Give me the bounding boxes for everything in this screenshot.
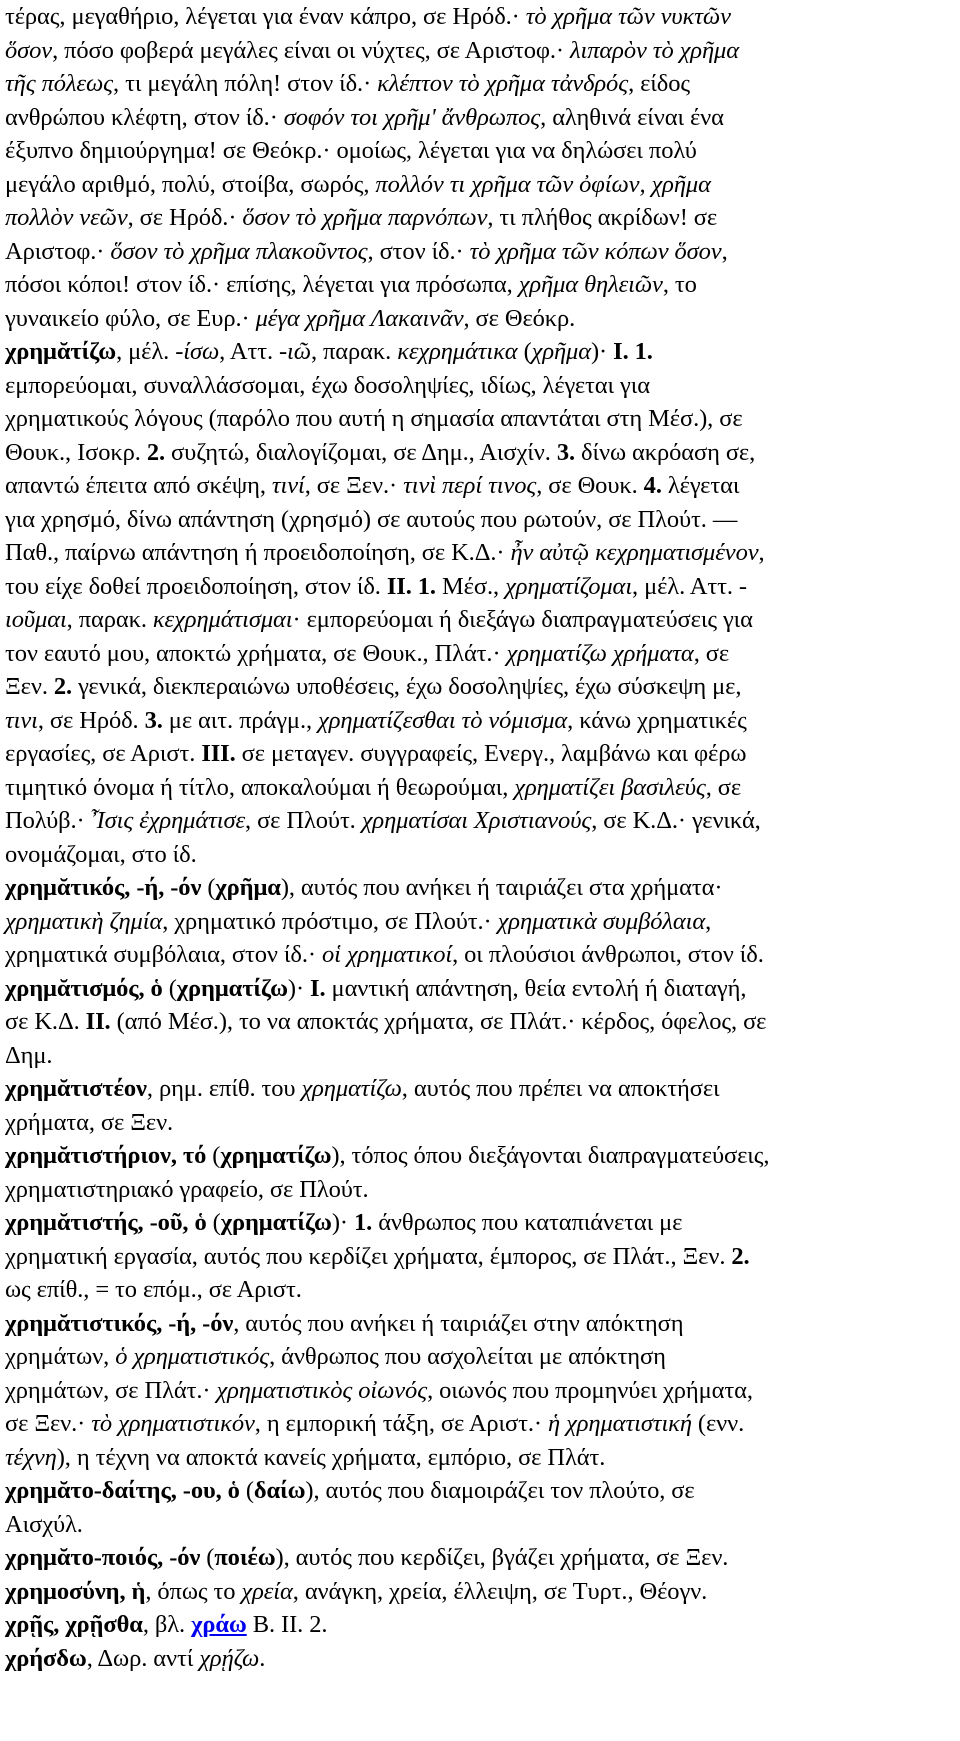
text-line <box>5 704 960 738</box>
definition-text: , άνθρωπος που ασχολείται με απόκτηση <box>269 1343 666 1370</box>
citation-text: χρηματίζεσθαι τὸ νόμισμα <box>318 706 568 734</box>
text-line <box>5 268 960 302</box>
headword: χρημᾰτιστής, -οῦ, ὁ <box>5 1209 207 1236</box>
definition-text: για χρησμό, δίνω απάντηση (χρησμό) σε αυτούς που ρωτούν, σε Πλούτ. ― <box>5 505 738 533</box>
text-line <box>5 1608 960 1642</box>
definition-text: χρημάτων, <box>5 1343 116 1370</box>
definition-text: Θουκ., Ισοκρ. <box>5 438 147 466</box>
text-line <box>5 1206 960 1240</box>
definition-text: συζητώ, διαλογίζομαι, σε Δημ., Αισχίν. <box>165 438 557 466</box>
definition-text: , αυτός που ανήκει ή ταιριάζει στην απόκτηση <box>233 1309 684 1337</box>
headword: 3. <box>556 438 575 466</box>
definition-text: , όπως το <box>145 1577 242 1605</box>
headword: ποιέω <box>214 1544 276 1571</box>
definition-text: ως επίθ., = το επόμ., σε Αριστ. <box>5 1276 302 1303</box>
definition-text: του είχε δοθεί προειδοποίηση, στον ίδ. <box>5 572 387 600</box>
definition-text: εργασίες, σε Αριστ. <box>5 740 202 767</box>
definition-text: , αληθινά είναι ένα <box>540 103 724 131</box>
headword: χρημᾰτικός, -ή, -όν <box>5 874 202 901</box>
citation-text: χρηματίζει βασιλεύς <box>514 773 706 801</box>
headword: χρηματίζω <box>176 974 288 1002</box>
definition-text: ), αυτός που κερδίζει, βγάζει χρήματα, σε Ξεν. <box>275 1544 729 1571</box>
definition-text: τέρας, μεγαθήριο, λέγεται για έναν κάπρο, σε Ηρόδ.· <box>5 3 526 30</box>
definition-text: , σε Πλούτ. <box>245 807 362 834</box>
definition-text: , στον ίδ.· <box>367 237 470 265</box>
definition-text: , <box>705 907 712 935</box>
citation-text: τὸ χρῆμα τῶν νυκτῶν <box>525 3 731 30</box>
definition-text: ( <box>239 1477 254 1504</box>
definition-text: , πόσο φοβερά μεγάλες είναι οι νύχτες, σε Αριστοφ.· <box>52 36 571 64</box>
definition-text: έξυπνο δημιούργημα! σε Θεόκρ.· ομοίως, λέγεται για να δηλώσει πολύ <box>5 137 697 164</box>
definition-text: μεγάλο αριθμό, πολύ, στοίβα, σωρός, <box>5 170 376 198</box>
definition-text: Μέσ., <box>435 572 506 600</box>
definition-text: , είδος <box>628 70 690 97</box>
definition-text: χρημάτων, σε Πλάτ.· <box>5 1376 217 1404</box>
text-line <box>5 871 960 905</box>
citation-text: ἦν αὐτῷ κεχρηματισμένον <box>510 539 759 566</box>
text-line <box>5 1374 960 1408</box>
citation-text: -ιῶ <box>279 338 311 365</box>
text-line <box>5 469 960 503</box>
definition-text: ονομάζομαι, στο ίδ. <box>5 840 197 868</box>
text-line <box>5 235 960 269</box>
definition-text: σε μεταγεν. συγγραφείς, Ενεργ., λαμβάνω και φέρω <box>235 740 747 767</box>
headword: 2. <box>146 438 166 466</box>
text-line <box>5 436 960 470</box>
text-line <box>5 0 960 34</box>
citation-text: χρηματικὴ ζημία <box>5 907 163 935</box>
text-line <box>5 570 960 604</box>
citation-text: χρῄζω <box>199 1644 260 1672</box>
citation-text: ὁ χρηματιστικός <box>115 1343 270 1370</box>
text-line <box>5 168 960 202</box>
text-line <box>5 1541 960 1575</box>
definition-text: (ενν. <box>691 1410 745 1437</box>
citation-text: ὅσον τὸ χρῆμα πλακοῦντος <box>110 237 368 265</box>
text-line <box>5 670 960 704</box>
headword: χρηματίζω <box>220 1142 332 1169</box>
definition-text: , το <box>662 271 697 298</box>
definition-text: )· <box>287 974 311 1002</box>
text-line <box>5 1273 960 1307</box>
citation-text: κεχρημάτισμαι <box>152 606 293 633</box>
definition-text: )· <box>591 338 614 365</box>
definition-text: σε Κ.Δ. <box>5 1008 86 1035</box>
headword: χρημᾰτίζω <box>5 338 117 365</box>
citation-text: χρῆμα <box>531 338 591 365</box>
citation-text: οἱ χρηματικοί <box>321 941 453 968</box>
text-line <box>5 101 960 135</box>
citation-text: κλέπτον τὸ χρῆμα τἀνδρός <box>377 70 629 97</box>
definition-text: , οι πλούσιοι άνθρωποι, στον ίδ. <box>452 941 764 968</box>
definition-text: , βλ. <box>142 1611 192 1638</box>
citation-text: λιπαρὸν τὸ χρῆμα <box>570 36 739 64</box>
citation-text: χρῆμα θηλειῶν <box>518 271 663 298</box>
text-line <box>5 1575 960 1609</box>
citation-text: χρηματίζω <box>301 1075 402 1102</box>
citation-text: χρηματίζω χρήματα <box>506 639 694 667</box>
citation-text: τέχνη <box>5 1443 57 1471</box>
citation-text: -ίσω <box>175 338 220 365</box>
citation-text: χρηματίζομαι <box>505 572 633 600</box>
text-line <box>5 1139 960 1173</box>
headword: 2. <box>53 673 73 700</box>
citation-text: τῆς πόλεως <box>5 70 114 97</box>
text-line <box>5 335 960 369</box>
definition-text: ( <box>200 1544 215 1571</box>
citation-text: τινὶ περί τινος <box>403 472 537 499</box>
text-line <box>5 804 960 838</box>
headword: III. <box>201 740 236 767</box>
headword: χρημᾰτιστικός, -ή, -όν <box>5 1309 234 1337</box>
text-line <box>5 134 960 168</box>
text-line <box>5 1240 960 1274</box>
definition-text: γενικά, διεκπεραιώνω υποθέσεις, έχω δοσοληψίες, έχω σύσκεψη με, <box>72 673 742 700</box>
headword: χρηματίζω <box>220 1209 332 1236</box>
definition-text: , ανάγκη, χρεία, έλλειψη, σε Τυρτ., Θέογν. <box>292 1577 708 1605</box>
definition-text: , παρακ. <box>66 606 153 633</box>
definition-text: Παθ., παίρνω απάντηση ή προειδοποίηση, σε Κ.Δ.· <box>5 539 511 566</box>
text-line <box>5 201 960 235</box>
definition-text: , σε Ξεν.· <box>304 472 404 499</box>
definition-text: , σε Ηρόδ. <box>37 706 145 734</box>
headword: χρήσδω <box>5 1644 87 1672</box>
definition-text: χρηματικά συμβόλαια, στον ίδ.· <box>5 941 322 968</box>
definition-text: , τι πλήθος ακρίδων! σε <box>487 204 718 231</box>
headword: 2. <box>731 1242 750 1270</box>
headword: χρημᾰτιστήριον, τό <box>5 1142 207 1169</box>
definition-text: , παρακ. <box>310 338 398 365</box>
definition-text: τον εαυτό μου, αποκτώ χρήματα, σε Θουκ., Πλάτ.· <box>5 639 507 667</box>
definition-text: τιμητικό όνομα ή τίτλο, αποκαλούμαι ή θεωρούμαι, <box>5 773 515 801</box>
headword: χρημᾰτισμός, ὁ <box>5 974 163 1002</box>
text-line <box>5 771 960 805</box>
definition-text: ( <box>206 1142 221 1169</box>
headword: I. <box>310 974 326 1002</box>
definition-text: Δημ. <box>5 1041 53 1069</box>
definition-text: , σε <box>705 773 742 801</box>
headword: δαίω <box>253 1477 306 1504</box>
text-line <box>5 1407 960 1441</box>
text-line <box>5 905 960 939</box>
definition-text: ( <box>201 874 216 901</box>
text-line <box>5 972 960 1006</box>
text-line <box>5 1072 960 1106</box>
definition-text: ( <box>206 1209 221 1236</box>
definition-text: Πολύβ.· <box>5 807 91 834</box>
definition-text: , η εμπορική τάξη, σε Αριστ.· <box>254 1410 549 1437</box>
text-line <box>5 1106 960 1140</box>
definition-text: )· <box>331 1209 354 1236</box>
headword: 4. <box>643 472 662 499</box>
citation-text: τὸ χρῆμα τῶν κόπων ὅσον <box>469 237 722 265</box>
definition-text: , σε Ηρόδ.· <box>127 204 243 231</box>
text-line <box>5 938 960 972</box>
definition-text: σε Ξεν.· <box>5 1410 92 1437</box>
text-line <box>5 1340 960 1374</box>
citation-text: ὅσον τὸ χρῆμα παρνόπων <box>242 204 488 231</box>
headword: χρημᾰτο-δαίτης, -ου, ὁ <box>5 1477 240 1504</box>
text-line <box>5 34 960 68</box>
definition-text: εμπορεύομαι, συναλλάσσομαι, έχω δοσοληψίες, ιδίως, λέγεται για <box>5 371 650 399</box>
text-line <box>5 1005 960 1039</box>
definition-text: , σε <box>693 639 730 667</box>
citation-text: χρηματιστικὸς οἰωνός <box>216 1376 428 1404</box>
citation-text: πολλόν τι χρῆμα τῶν ὀφίων, χρῆμα <box>375 170 711 198</box>
definition-text: (από Μέσ.), το να αποκτάς χρήματα, σε Πλάτ.· κέρδος, όφελος, σε <box>110 1008 767 1035</box>
definition-text: γυναικείο φύλο, σε Ευρ.· <box>5 304 256 332</box>
definition-text: , σε Κ.Δ.· γενικά, <box>591 807 761 834</box>
definition-text: , αυτός που πρέπει να αποκτήσει <box>401 1075 720 1102</box>
citation-text: Ἶσις ἐχρημάτισε <box>90 807 246 834</box>
citation-text: χρηματικὰ συμβόλαια <box>497 907 706 935</box>
definition-text: Αριστοφ.· <box>5 237 111 265</box>
definition-text: απαντώ έπειτα από σκέψη, <box>5 472 272 499</box>
citation-text: κεχρημάτικα <box>397 338 518 365</box>
text-line <box>5 1642 960 1676</box>
text-line <box>5 1441 960 1475</box>
definition-text: B. II. 2. <box>246 1611 328 1638</box>
definition-text: ανθρώπου κλέφτη, στον ίδ.· <box>5 103 284 131</box>
text-line <box>5 503 960 537</box>
definition-text: , σε Θεόκρ. <box>463 304 576 332</box>
headword: χρῆμα <box>215 874 281 901</box>
definition-text: , ρημ. επίθ. του <box>146 1075 302 1102</box>
definition-text: χρηματικούς λόγους (παρόλο που αυτή η σημασία απαντάται στη Μέσ.), σε <box>5 405 743 432</box>
text-line <box>5 1307 960 1341</box>
text-line <box>5 67 960 101</box>
definition-text: χρηματιστηριακό γραφείο, σε Πλούτ. <box>5 1175 369 1203</box>
definition-text: , μέλ. Αττ. - <box>632 572 747 600</box>
definition-text: ), αυτός που ανήκει ή ταιριάζει στα χρήματα· <box>280 874 723 901</box>
text-line <box>5 302 960 336</box>
text-line <box>5 1508 960 1542</box>
definition-text: , <box>758 539 765 566</box>
definition-text: · εμπορεύομαι ή διεξάγω διαπραγματεύσεις για <box>292 606 753 633</box>
headword: χρημᾰτιστέον <box>5 1075 147 1102</box>
definition-text: λέγεται <box>661 472 740 499</box>
definition-text: , Αττ. <box>219 338 279 365</box>
definition-text: ( <box>517 338 532 365</box>
definition-text: , <box>721 237 728 265</box>
citation-text: χρεία <box>241 1577 293 1605</box>
text-line <box>5 603 960 637</box>
text-line <box>5 838 960 872</box>
citation-text: τινι <box>5 706 38 734</box>
definition-text: δίνω ακρόαση σε, <box>575 438 756 466</box>
definition-text: ), τόπος όπου διεξάγονται διαπραγματεύσεις, <box>331 1142 770 1169</box>
citation-text: μέγα χρῆμα Λακαινᾶν <box>255 304 464 332</box>
definition-text: , σε Θουκ. <box>536 472 644 499</box>
headword: I. 1. <box>613 338 653 365</box>
cross-reference-link[interactable]: χράω <box>191 1611 247 1638</box>
definition-text: , τι μεγάλη πόλη! στον ίδ.· <box>113 70 378 97</box>
citation-text: τινί <box>271 472 305 499</box>
text-line <box>5 1474 960 1508</box>
text-line <box>5 737 960 771</box>
definition-text: , κάνω χρηματικές <box>567 706 747 734</box>
text-line <box>5 536 960 570</box>
citation-text: χρηματίσαι Χριστιανούς <box>361 807 592 834</box>
definition-text: Ξεν. <box>5 673 54 700</box>
definition-text: , χρηματικό πρόστιμο, σε Πλούτ.· <box>162 907 498 935</box>
citation-text: ὅσον <box>5 36 53 64</box>
definition-text: , οιωνός που προμηνύει χρήματα, <box>427 1376 753 1404</box>
text-line <box>5 369 960 403</box>
headword: II. <box>85 1008 111 1035</box>
definition-text: χρηματική εργασία, αυτός που κερδίζει χρήματα, έμπορος, σε Πλάτ., Ξεν. <box>5 1242 732 1270</box>
text-line <box>5 637 960 671</box>
definition-text: ), αυτός που διαμοιράζει τον πλούτο, σε <box>305 1477 695 1504</box>
definition-text: πόσοι κόποι! στον ίδ.· επίσης, λέγεται για πρόσωπα, <box>5 271 519 298</box>
definition-text: ), η τέχνη να αποκτά κανείς χρήματα, εμπόριο, σε Πλάτ. <box>56 1443 606 1471</box>
citation-text: σοφόν τοι χρῆμ' ἄνθρωπος <box>283 103 541 131</box>
definition-text: χρήματα, σε Ξεν. <box>5 1108 174 1136</box>
citation-text: ἡ χρηματιστική <box>548 1410 692 1437</box>
definition-text: μαντική απάντηση, θεία εντολή ή διαταγή, <box>325 974 747 1002</box>
definition-text: ( <box>162 974 177 1002</box>
definition-text: Αισχύλ. <box>5 1510 83 1538</box>
definition-text: άνθρωπος που καταπιάνεται με <box>372 1209 683 1236</box>
headword: II. 1. <box>386 572 436 600</box>
headword: 1. <box>353 1209 373 1236</box>
definition-text: . <box>259 1644 266 1672</box>
definition-text: , Δωρ. αντί <box>86 1644 200 1672</box>
headword: χρημοσύνη, ἡ <box>5 1577 146 1605</box>
text-line <box>5 1173 960 1207</box>
text-line <box>5 402 960 436</box>
definition-text: , μέλ. <box>116 338 176 365</box>
citation-text: πολλὸν νεῶν <box>5 204 128 231</box>
definition-text: με αιτ. πράγμ., <box>162 706 319 734</box>
citation-text: τὸ χρηματιστικόν <box>91 1410 255 1437</box>
headword: 3. <box>144 706 163 734</box>
headword: χρῇς, χρῇσθα <box>5 1611 143 1638</box>
text-line <box>5 1039 960 1073</box>
citation-text: ιοῦμαι <box>5 606 67 633</box>
headword: χρημᾰτο-ποιός, -όν <box>5 1544 201 1571</box>
